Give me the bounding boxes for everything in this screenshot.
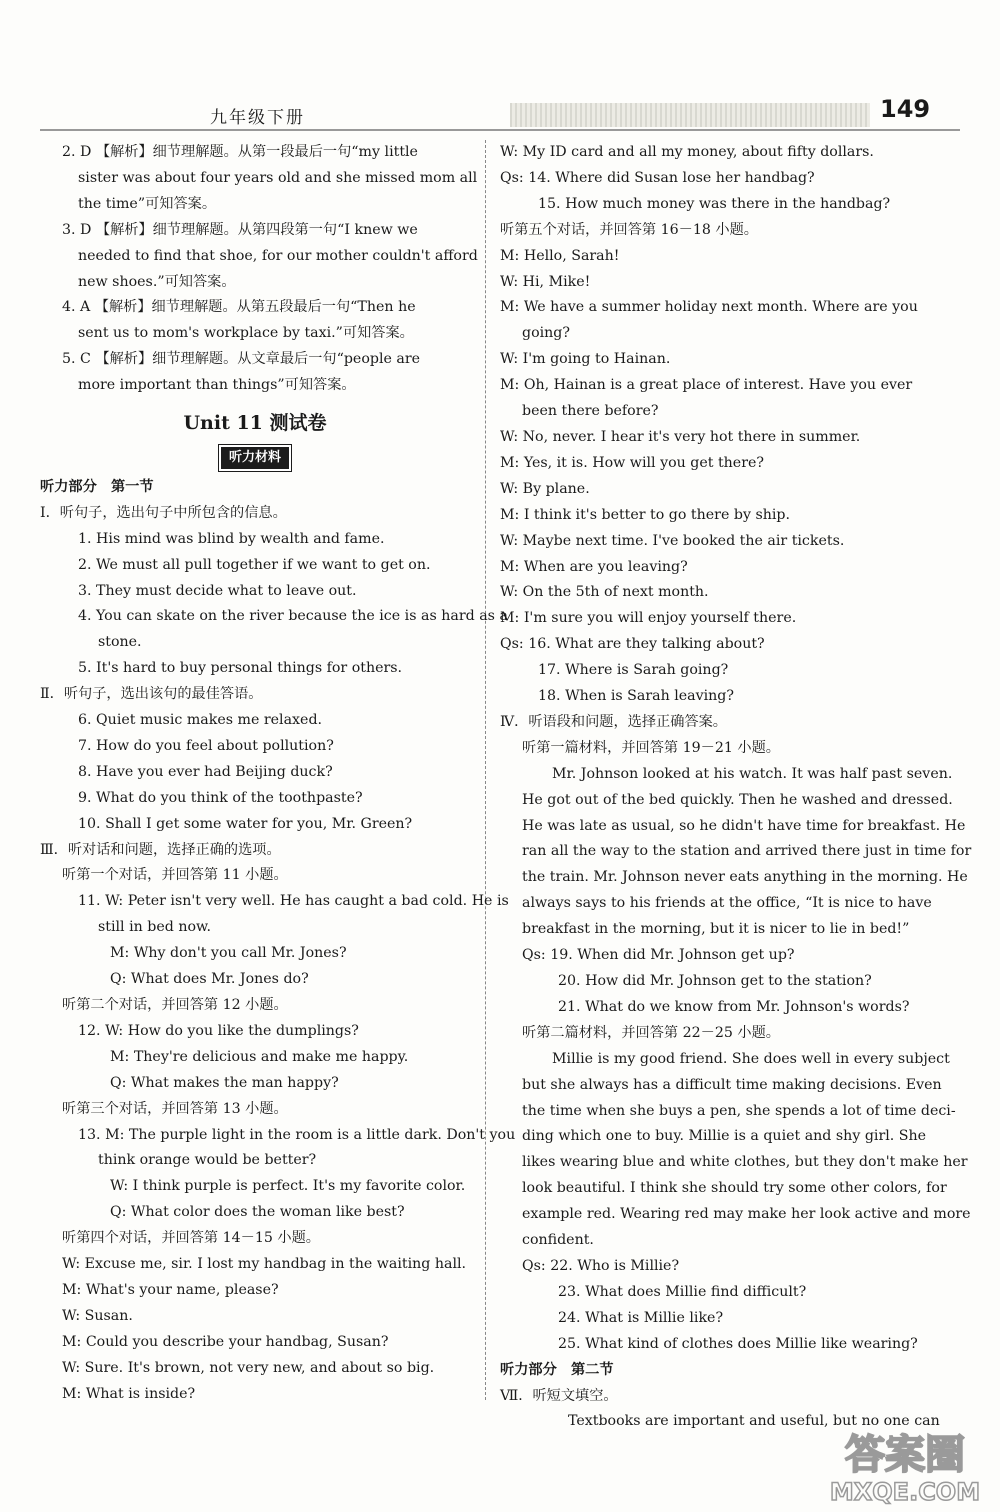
passage-line: Millie is my good friend. She does well in every subject (552, 1050, 950, 1067)
item-line: M: When are you leaving? (500, 558, 688, 575)
part-heading: Ⅳ．听语段和问题，选择正确答案。 (500, 713, 727, 730)
item-line: Qs: 19. When did Mr. Johnson get up? (522, 947, 795, 964)
passage-line: confident. (522, 1232, 594, 1249)
header-rule (40, 129, 960, 131)
passage-line: the time when she buys a pen, she spends a lot of time deci- (522, 1102, 956, 1119)
answer-line: needed to find that shoe, for our mother couldn't afford (78, 247, 478, 264)
page-header (40, 95, 960, 135)
section-badge: 听力材料 (221, 447, 289, 469)
passage-line: likes wearing blue and white clothes, but they don't make her (522, 1154, 968, 1171)
answer-line: the time”可知答案。 (78, 195, 217, 212)
answer-2 (40, 140, 478, 218)
answer-line: 2. D 【解析】细节理解题。从第一段最后一句“my little (62, 144, 418, 160)
dialog-heading: 听第一个对话，并回答第 11 小题。 (62, 867, 288, 884)
item-line: W: Excuse me, sir. I lost my handbag in the waiting hall. (62, 1256, 467, 1273)
item-line: still in bed now. (98, 919, 212, 936)
item-line: W: I'm going to Hainan. (500, 351, 671, 368)
item-line: 21. What do we know from Mr. Johnson's words? (558, 998, 910, 1015)
item-line: 20. How did Mr. Johnson get to the station? (558, 973, 872, 989)
section-heading: 听力部分 第一节 (40, 478, 154, 495)
material-heading: 听第二篇材料，并回答第 22－25 小题。 (522, 1024, 780, 1041)
item-line: W: I think purple is perfect. It's my favorite color. (110, 1178, 466, 1195)
item-line: W: By plane. (500, 480, 590, 497)
answer-line: new shoes.”可知答案。 (78, 273, 236, 290)
item-line: M: Oh, Hainan is a great place of interest. Have you ever (500, 377, 913, 394)
item-line: 12. W: How do you like the dumplings? (78, 1022, 359, 1039)
item-line: M: Why don't you call Mr. Jones? (110, 945, 347, 962)
item-line: 9. What do you think of the toothpaste? (78, 789, 363, 806)
item-line: W: Susan. (62, 1307, 133, 1324)
item-line: 17. Where is Sarah going? (538, 662, 729, 679)
item-line: going? (522, 325, 570, 342)
item-line: 18. When is Sarah leaving? (538, 688, 734, 705)
section-heading: 听力部分 第二节 (500, 1361, 614, 1378)
svg-text:MXQE.COM: MXQE.COM (829, 1478, 981, 1506)
passage-line: example red. Wearing red may make her look active and more (522, 1206, 971, 1223)
answer-4 (40, 295, 470, 347)
unit-title: Unit 11 测试卷 (183, 412, 327, 435)
part-heading: Ⅱ．听句子，选出该句的最佳答语。 (40, 686, 263, 703)
item-line: W: My ID card and all my money, about fifty dollars. (500, 144, 874, 160)
dialog-heading: 听第四个对话，并回答第 14－15 小题。 (62, 1230, 320, 1247)
item-line: 25. What kind of clothes does Millie like wearing? (558, 1335, 918, 1352)
item-line: 23. What does Millie find difficult? (558, 1283, 807, 1300)
grade-label: 九年级下册 (210, 108, 305, 128)
answer-3 (40, 218, 478, 296)
part-heading: Ⅰ．听句子，选出句子中所包含的信息。 (40, 504, 287, 521)
item-line: 8. Have you ever had Beijing duck? (78, 763, 333, 780)
item-line: 15. How much money was there in the handbag? (538, 195, 891, 212)
passage-line: ran all the way to the station and arrived there just in time for (522, 843, 972, 860)
watermark-logo (820, 1418, 990, 1508)
item-line: Qs: 22. Who is Millie? (522, 1257, 680, 1274)
dialog-heading: 听第二个对话，并回答第 12 小题。 (62, 997, 288, 1013)
item-line: M: Could you describe your handbag, Susan? (62, 1333, 389, 1350)
passage-line: look beautiful. I think she should try some other colors, for (522, 1180, 947, 1197)
item-line: M: Hello, Sarah! (500, 247, 620, 264)
answer-line: 5. C 【解析】细节理解题。从文章最后一句“people are (62, 351, 421, 368)
item-line: Qs: 16. What are they talking about? (500, 636, 765, 653)
passage-line: Textbooks are important and useful, but no one can (568, 1413, 940, 1430)
passage-line: breakfast in the morning, but it is nicer to lie in bed!” (522, 921, 910, 938)
passage-line: ding which one to buy. Millie is a quiet and shy girl. She (522, 1128, 927, 1145)
item-line: 6. Quiet music makes me relaxed. (78, 712, 323, 729)
right-column (500, 140, 972, 1435)
item-line: 10. Shall I get some water for you, Mr. Green? (78, 815, 413, 832)
material-heading: 听第一篇材料，并回答第 19－21 小题。 (522, 739, 780, 756)
passage-line: the train. Mr. Johnson never eats anything in the morning. He (522, 869, 968, 886)
item-line: 11. W: Peter isn't very well. He has caught a bad cold. He is (78, 893, 509, 910)
item-line: Q: What color does the woman like best? (110, 1204, 405, 1221)
answer-5 (40, 347, 470, 399)
item-line: think orange would be better? (98, 1152, 317, 1169)
item-line: Qs: 14. Where did Susan lose her handbag? (500, 169, 815, 186)
item-line: W: Sure. It's brown, not very new, and about so big. (62, 1359, 435, 1376)
item-line: 13. M: The purple light in the room is a little dark. Don't you (78, 1126, 516, 1143)
passage-line: but she always has a difficult time making decisions. Even (522, 1076, 942, 1093)
passage-line: Mr. Johnson looked at his watch. It was half past seven. (552, 765, 953, 782)
item-line: been there before? (522, 403, 659, 420)
item-line: 3. They must decide what to leave out. (78, 582, 357, 599)
item-line: M: I think it's better to go there by ship. (500, 506, 791, 523)
item-line: Q: What makes the man happy? (110, 1074, 339, 1091)
item-line: W: On the 5th of next month. (500, 584, 709, 601)
answer-line: sent us to mom's workplace by taxi.”可知答案。 (78, 325, 414, 342)
dialog-heading: 听第三个对话，并回答第 13 小题。 (62, 1100, 288, 1117)
item-line: 7. How do you feel about pollution? (78, 737, 334, 754)
passage-line: He got out of the bed quickly. Then he washed and dressed. (522, 791, 953, 808)
item-line: 24. What is Millie like? (558, 1309, 724, 1326)
item-line: W: Maybe next time. I've booked the air tickets. (500, 532, 845, 549)
passage-line: always says to his friends at the office, “It is nice to have (522, 895, 932, 912)
item-line: Q: What does Mr. Jones do? (110, 971, 309, 988)
page-number: 149 (880, 95, 931, 123)
item-line: stone. (98, 634, 142, 651)
item-line: M: They're delicious and make me happy. (110, 1048, 409, 1065)
answer-line: 3. D 【解析】细节理解题。从第四段第一句“I knew we (62, 221, 418, 238)
item-line: 1. His mind was blind by wealth and fame. (78, 530, 385, 547)
item-line: W: Hi, Mike! (500, 273, 591, 290)
part-heading: Ⅶ．听短文填空。 (500, 1387, 618, 1404)
svg-text:答案圈: 答案圈 (845, 1432, 965, 1478)
item-line: 2. We must all pull together if we want to get on. (78, 556, 431, 573)
item-line: 4. You can skate on the river because the ice is as hard as a (78, 608, 508, 625)
dialog-heading: 听第五个对话，并回答第 16－18 小题。 (500, 221, 758, 238)
item-line: M: I'm sure you will enjoy yourself there. (500, 610, 797, 627)
answer-line: more important than things”可知答案。 (78, 377, 356, 394)
part-heading: Ⅲ．听对话和问题，选择正确的选项。 (40, 841, 281, 858)
item-line: M: Yes, it is. How will you get there? (500, 454, 764, 471)
column-divider (485, 140, 487, 1400)
item-line: W: No, never. I hear it's very hot there in summer. (500, 428, 861, 445)
header-band (510, 103, 870, 127)
item-line: M: What is inside? (62, 1385, 196, 1402)
item-line: M: We have a summer holiday next month. Where are you (500, 299, 918, 316)
item-line: M: What's your name, please? (62, 1281, 279, 1298)
answer-line: sister was about four years old and she missed mom all (78, 169, 478, 186)
item-line: 5. It's hard to buy personal things for others. (78, 660, 403, 677)
left-column (40, 140, 516, 1408)
passage-line: He was late as usual, so he didn't have time for breakfast. He (522, 817, 966, 834)
answer-line: 4. A 【解析】细节理解题。从第五段最后一句“Then he (62, 299, 416, 316)
